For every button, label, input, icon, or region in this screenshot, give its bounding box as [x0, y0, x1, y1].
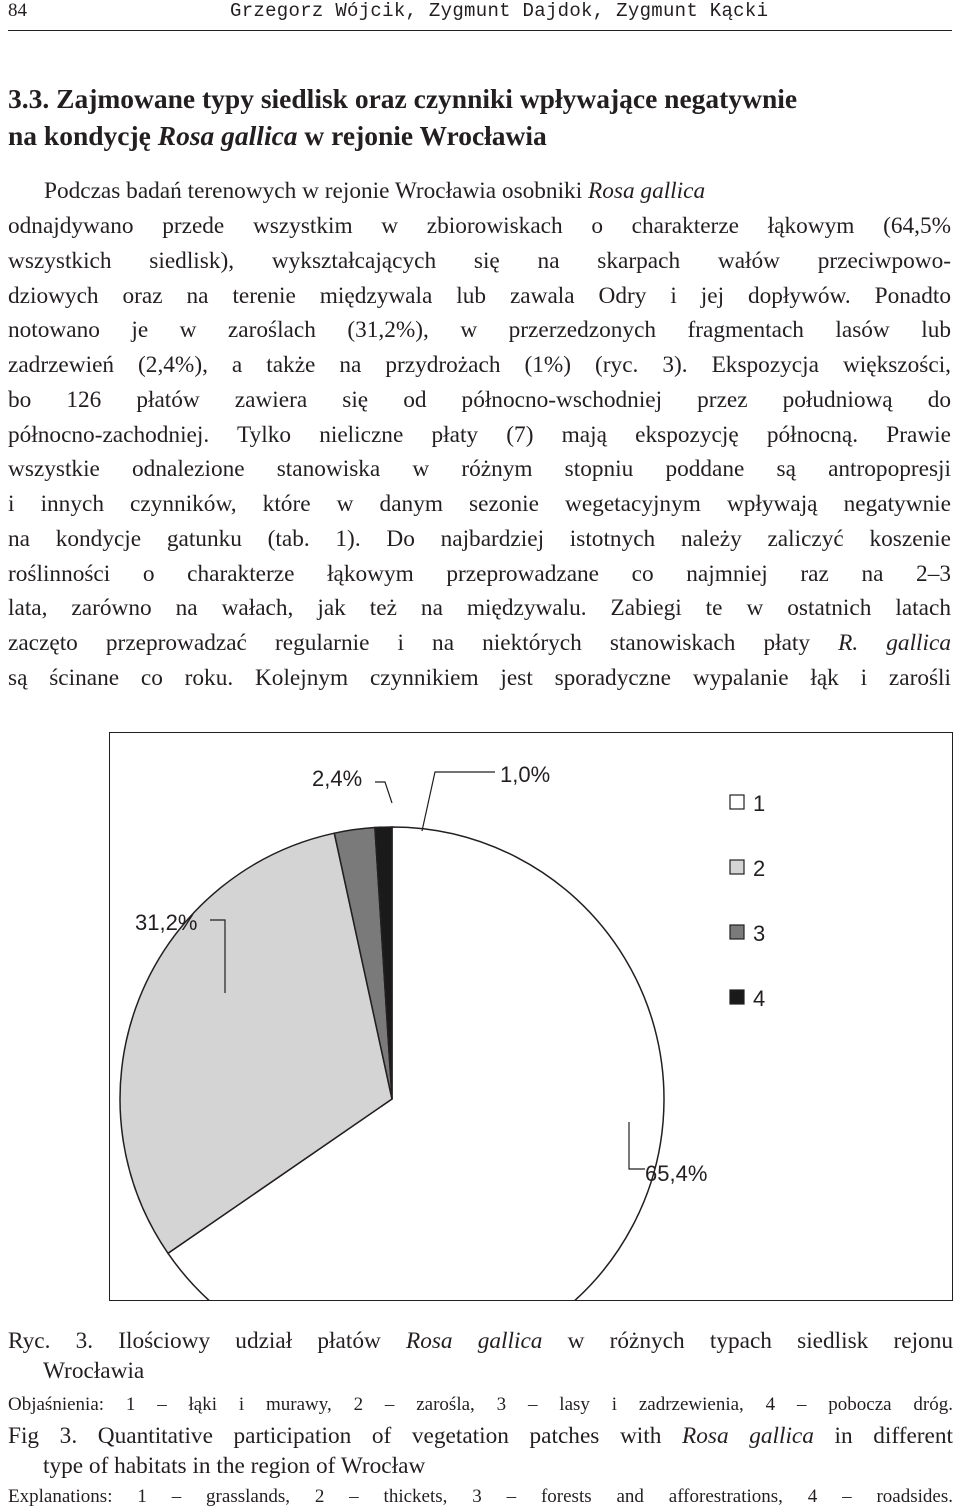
species-name: Rosa gallica [588, 178, 706, 204]
caption-pl-line-2: Wrocławia [43, 1358, 145, 1384]
legend-label-4: 4 [753, 986, 766, 1011]
figure-pie-chart [109, 732, 953, 1301]
species-name: R. gallica [838, 630, 951, 656]
body-line [44, 174, 951, 209]
caption-en-line-1 [8, 1421, 953, 1451]
body-line: dziowych oraz na terenie międzywala lub zawala Odry i jej dopływów. Ponadto [8, 283, 951, 309]
legend-swatch-2 [730, 860, 744, 874]
leader-line-3 [375, 782, 392, 803]
section-heading-line-1: 3.3. Zajmowane typy siedlisk oraz czynniki wpływające negatywnie [8, 83, 798, 114]
body-text: zaczęto przeprowadzać regularnie i na niektórych stanowiskach płaty [8, 630, 839, 656]
caption-text: w różnych typach siedlisk rejonu [542, 1328, 954, 1354]
body-line: i innych czynników, które w danym sezonie wegetacyjnym wpływają negatywnie [8, 491, 951, 517]
caption-text: in different [813, 1423, 954, 1449]
data-label-2: 31,2% [135, 910, 198, 935]
legend-label-3: 3 [753, 921, 766, 946]
body-line: zadrzewień (2,4%), a także na przydrożach (1%) (ryc. 3). Ekspozycja większości, [8, 352, 951, 378]
caption-pl-explanation: Objaśnienia: 1 – łąki i murawy, 2 – zarośla, 3 – lasy i zadrzewienia, 4 – pobocza dróg. [8, 1394, 953, 1415]
body-line: północno-zachodniej. Tylko nieliczne płaty (7) mają ekspozycję północną. Prawie [8, 422, 951, 448]
caption-pl-line-1 [8, 1326, 953, 1356]
legend-swatch-3 [730, 925, 744, 939]
caption-species-name: Rosa gallica [682, 1423, 814, 1449]
legend-label-1: 1 [753, 791, 766, 816]
legend-label-2: 2 [753, 856, 766, 881]
body-line: na kondycje gatunku (tab. 1). Do najbardziej istotnych należy zaliczyć koszenie [8, 526, 951, 552]
chart-legend [730, 791, 765, 1011]
running-header [8, 0, 952, 31]
body-text: Podczas badań terenowych w rejonie Wrocławia osobniki [44, 178, 588, 204]
body-line: roślinności o charakterze łąkowym przeprowadzane co najmniej raz na 2–3 [8, 561, 951, 587]
body-line: wszystkich siedlisk), wykształcających się na skarpach wałów przeciwpowo- [8, 248, 951, 274]
heading-text: w rejonie Wrocławia [297, 120, 547, 151]
section-heading-line-2 [8, 117, 958, 154]
pie-slices [120, 827, 664, 1300]
body-line: są ścinane co roku. Kolejnym czynnikiem jest sporadyczne wypalanie łąk i zarośli [8, 665, 951, 691]
legend-swatch-4 [730, 990, 744, 1004]
body-line: odnajdywano przede wszystkim w zbiorowiskach o charakterze łąkowym (64,5% [8, 213, 951, 239]
legend-swatch-1 [730, 795, 744, 809]
body-line: bo 126 płatów zawiera się od północno-wschodniej przez południową do [8, 387, 951, 413]
body-line: lata, zarówno na wałach, jak też na międzywalu. Zabiegi te w ostatnich latach [8, 595, 951, 621]
caption-text: Fig 3. Quantitative participation of vegetation patches with [8, 1423, 682, 1449]
body-line [8, 626, 951, 661]
body-line: notowano je w zaroślach (31,2%), w przerzedzonych fragmentach lasów lub [8, 317, 951, 343]
caption-text: Ryc. 3. Ilościowy udział płatów [8, 1328, 406, 1354]
page-number: 84 [8, 0, 27, 21]
pie-chart-svg [110, 733, 952, 1300]
caption-en-line-2: type of habitats in the region of Wrocław [43, 1453, 426, 1479]
running-head-authors: Grzegorz Wójcik, Zygmunt Dajdok, Zygmunt Kącki [230, 0, 769, 22]
data-label-1: 65,4% [645, 1161, 708, 1186]
section-heading [8, 80, 958, 154]
caption-species-name: Rosa gallica [405, 1328, 543, 1354]
data-label-4: 1,0% [500, 762, 551, 787]
heading-species-name: Rosa gallica [157, 120, 298, 151]
caption-en-explanation: Explanations: 1 – grasslands, 2 – thickets, 3 – forests and afforestrations, 4 – roadsides. [8, 1486, 953, 1507]
heading-text: na kondycję [8, 120, 158, 151]
body-line: wszystkie odnalezione stanowiska w różnym stopniu poddane są antropopresji [8, 456, 951, 482]
data-label-3: 2,4% [312, 766, 363, 791]
leader-line-4 [422, 772, 495, 831]
